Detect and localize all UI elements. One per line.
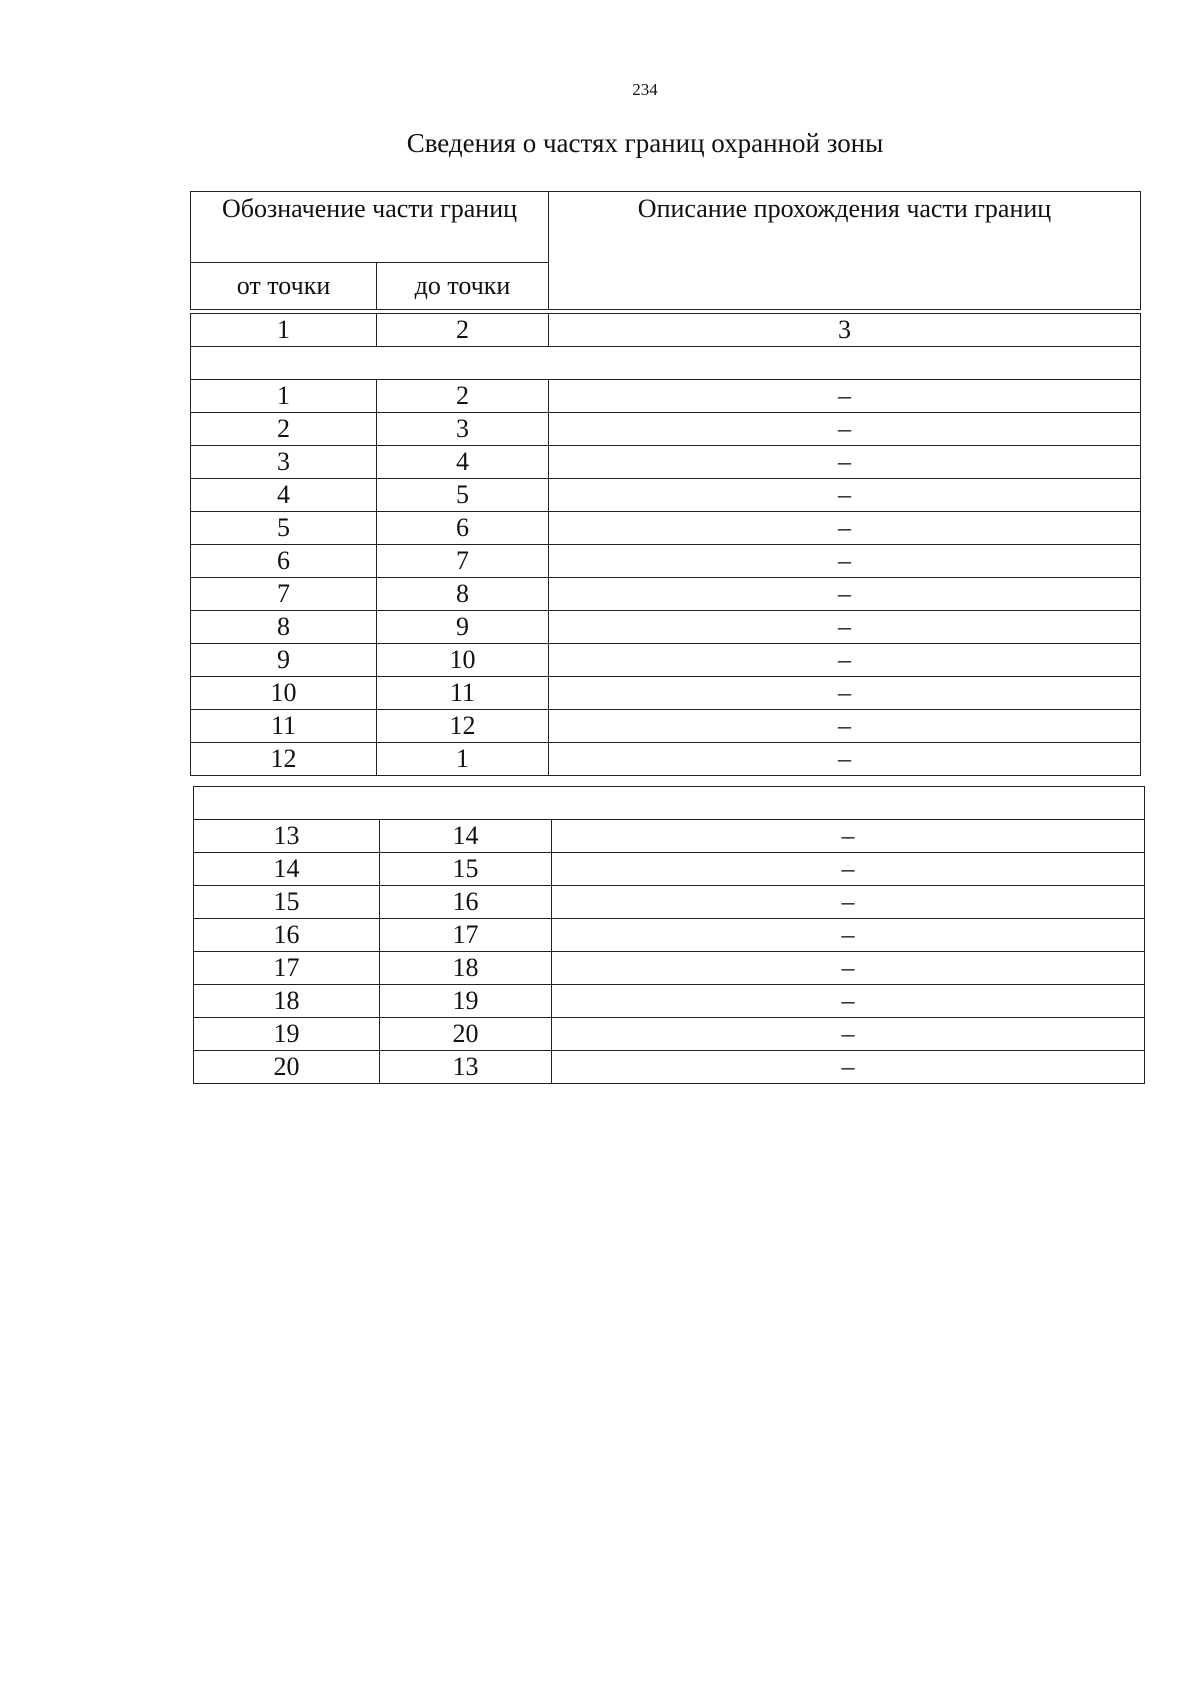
cell-description: – xyxy=(552,985,1145,1018)
cell-to-point: 16 xyxy=(380,886,552,919)
table-row xyxy=(191,446,1141,479)
table-body-section-1 xyxy=(190,313,1141,776)
cell-to-point: 7 xyxy=(377,545,549,578)
cell-from-point: 6 xyxy=(191,545,377,578)
cell-description: – xyxy=(552,1051,1145,1084)
cell-to-point: 2 xyxy=(377,380,549,413)
header-group-label: Обозначение части границ xyxy=(191,192,549,263)
table-row xyxy=(191,644,1141,677)
header-description-label: Описание прохождения части границ xyxy=(549,192,1141,310)
table-row xyxy=(194,886,1145,919)
cell-to-point: 11 xyxy=(377,677,549,710)
cell-description: – xyxy=(549,743,1141,776)
cell-description: – xyxy=(549,545,1141,578)
table-row xyxy=(194,820,1145,853)
cell-from-point: 17 xyxy=(194,952,380,985)
cell-to-point: 18 xyxy=(380,952,552,985)
cell-from-point: 3 xyxy=(191,446,377,479)
table-row xyxy=(191,479,1141,512)
cell-to-point: 8 xyxy=(377,578,549,611)
table-header xyxy=(190,191,1141,310)
cell-from-point: 7 xyxy=(191,578,377,611)
cell-description: – xyxy=(549,644,1141,677)
table-row xyxy=(191,380,1141,413)
cell-description: – xyxy=(552,919,1145,952)
table-row xyxy=(191,710,1141,743)
header-to-label: до точки xyxy=(377,263,549,310)
cell-to-point: 13 xyxy=(380,1051,552,1084)
cell-from-point: 9 xyxy=(191,644,377,677)
cell-from-point: 8 xyxy=(191,611,377,644)
page-title: Сведения о частях границ охранной зоны xyxy=(406,128,884,158)
cell-description: – xyxy=(549,578,1141,611)
cell-description: – xyxy=(552,952,1145,985)
cell-to-point: 3 xyxy=(377,413,549,446)
table-row xyxy=(191,743,1141,776)
table-row xyxy=(191,413,1141,446)
table-row xyxy=(191,611,1141,644)
section-separator-row xyxy=(194,787,1145,820)
column-number: 1 xyxy=(191,314,377,347)
cell-from-point: 11 xyxy=(191,710,377,743)
cell-description: – xyxy=(552,853,1145,886)
column-number-row xyxy=(191,314,1141,347)
cell-from-point: 15 xyxy=(194,886,380,919)
cell-from-point: 4 xyxy=(191,479,377,512)
cell-description: – xyxy=(552,886,1145,919)
cell-to-point: 17 xyxy=(380,919,552,952)
cell-description: – xyxy=(549,512,1141,545)
cell-from-point: 16 xyxy=(194,919,380,952)
cell-from-point: 19 xyxy=(194,1018,380,1051)
cell-description: – xyxy=(549,479,1141,512)
table-row xyxy=(194,1018,1145,1051)
cell-to-point: 6 xyxy=(377,512,549,545)
cell-to-point: 19 xyxy=(380,985,552,1018)
cell-to-point: 14 xyxy=(380,820,552,853)
cell-from-point: 14 xyxy=(194,853,380,886)
page-number: 234 xyxy=(632,80,658,99)
cell-description: – xyxy=(552,820,1145,853)
cell-to-point: 15 xyxy=(380,853,552,886)
cell-from-point: 10 xyxy=(191,677,377,710)
table-row xyxy=(194,853,1145,886)
cell-description: – xyxy=(549,611,1141,644)
table-row xyxy=(194,1051,1145,1084)
cell-from-point: 1 xyxy=(191,380,377,413)
cell-from-point: 5 xyxy=(191,512,377,545)
cell-to-point: 1 xyxy=(377,743,549,776)
header-from-label: от точки xyxy=(191,263,377,310)
section-separator-row xyxy=(191,347,1141,380)
table-row xyxy=(194,952,1145,985)
cell-from-point: 13 xyxy=(194,820,380,853)
table-row xyxy=(191,512,1141,545)
cell-from-point: 20 xyxy=(194,1051,380,1084)
table-row xyxy=(191,578,1141,611)
cell-to-point: 10 xyxy=(377,644,549,677)
table-body-section-2 xyxy=(193,786,1145,1084)
cell-description: – xyxy=(549,446,1141,479)
cell-to-point: 20 xyxy=(380,1018,552,1051)
cell-description: – xyxy=(549,380,1141,413)
cell-description: – xyxy=(549,710,1141,743)
cell-description: – xyxy=(549,677,1141,710)
table-row xyxy=(194,985,1145,1018)
column-number: 3 xyxy=(549,314,1141,347)
cell-from-point: 2 xyxy=(191,413,377,446)
column-number: 2 xyxy=(377,314,549,347)
table-row xyxy=(191,545,1141,578)
section-separator xyxy=(194,787,1145,820)
cell-to-point: 12 xyxy=(377,710,549,743)
cell-to-point: 4 xyxy=(377,446,549,479)
table-row xyxy=(194,919,1145,952)
cell-description: – xyxy=(552,1018,1145,1051)
cell-from-point: 12 xyxy=(191,743,377,776)
table-row xyxy=(191,677,1141,710)
section-separator xyxy=(191,347,1141,380)
cell-to-point: 5 xyxy=(377,479,549,512)
cell-to-point: 9 xyxy=(377,611,549,644)
cell-from-point: 18 xyxy=(194,985,380,1018)
cell-description: – xyxy=(549,413,1141,446)
